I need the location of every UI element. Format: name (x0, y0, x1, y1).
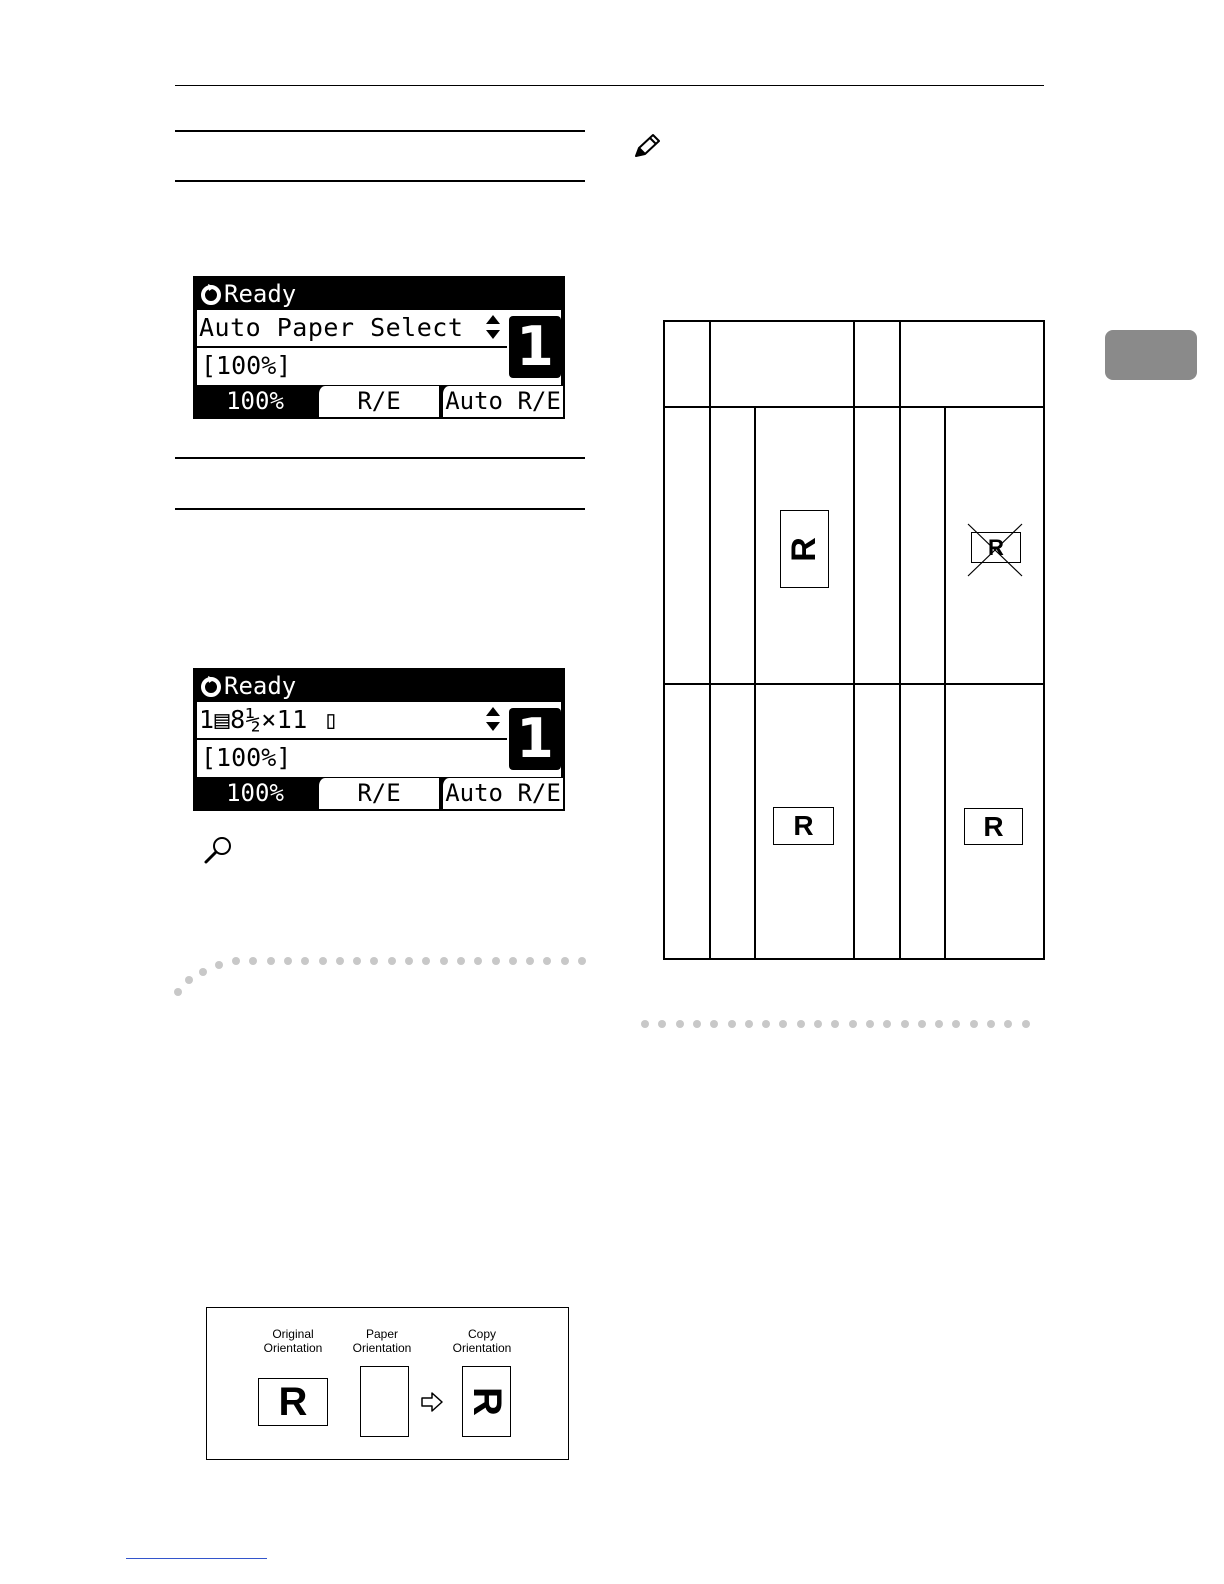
divider-dot (831, 1020, 839, 1028)
r-glyph: R (464, 1387, 509, 1416)
lcd-panel (193, 668, 565, 811)
lcd-tabs (195, 778, 563, 809)
r-glyph: R (785, 536, 823, 562)
divider-dot (710, 1020, 718, 1028)
table-rule (853, 320, 855, 960)
right-arrow-icon (420, 1391, 444, 1413)
divider-dot (918, 1020, 926, 1028)
divider-dot (301, 957, 309, 965)
divider-dot (474, 957, 482, 965)
lcd-panel (193, 276, 565, 419)
section-rule (175, 180, 585, 182)
lcd-status-text: Ready (224, 280, 297, 308)
divider-dot (728, 1020, 736, 1028)
divider-dot (970, 1020, 978, 1028)
r-glyph: R (278, 1379, 308, 1424)
r-glyph: R (793, 810, 814, 841)
cross-icon (966, 522, 1024, 578)
tab-auto-re[interactable]: Auto R/E (441, 386, 563, 417)
divider-dot (814, 1020, 822, 1028)
divider-dot (405, 957, 413, 965)
divider-dot (797, 1020, 805, 1028)
divider-dot (658, 1020, 666, 1028)
divider-dot (543, 957, 551, 965)
divider-dot (370, 957, 378, 965)
caption-paper: Paper Orientation (352, 1327, 412, 1355)
divider-dot (353, 957, 361, 965)
table-rule (899, 320, 901, 960)
copy-count: 1 (509, 316, 561, 378)
pencil-icon (632, 132, 662, 160)
table-border (1043, 320, 1045, 960)
copy-count: 1 (509, 708, 561, 770)
lcd-body (197, 702, 561, 777)
lcd-line1: 1▤8½×11 ▯ (199, 705, 339, 734)
divider-dot (174, 988, 182, 996)
footer-link-underline (126, 1558, 267, 1559)
tab-re[interactable]: R/E (317, 386, 439, 417)
divider-dot (561, 957, 569, 965)
divider-dot (693, 1020, 701, 1028)
table-rule (944, 406, 946, 960)
r-glyph: R (988, 534, 1004, 560)
divider-dot (849, 1020, 857, 1028)
divider-dot (1004, 1020, 1012, 1028)
divider-dot (267, 957, 275, 965)
divider-dot (1022, 1020, 1030, 1028)
divider-dot (422, 957, 430, 965)
divider-dot (232, 957, 240, 965)
divider-dot (457, 957, 465, 965)
divider-dot (526, 957, 534, 965)
lcd-tabs (195, 386, 563, 417)
up-down-arrow-icon (485, 314, 501, 340)
upright-r-box (773, 807, 834, 845)
chapter-tab (1105, 330, 1197, 380)
lcd-body (197, 310, 561, 385)
lcd-status-bar (195, 278, 563, 310)
r-glyph: R (983, 810, 1004, 842)
divider-dot (676, 1020, 684, 1028)
divider-dot (509, 957, 517, 965)
divider-dot (745, 1020, 753, 1028)
divider-dot (215, 961, 223, 969)
orientation-diagram (206, 1307, 569, 1460)
caption-copy: Copy Orientation (452, 1327, 512, 1355)
caption-original: Original Orientation (263, 1327, 323, 1355)
table-rule (709, 320, 711, 960)
ready-icon (200, 675, 222, 697)
header-rule (175, 85, 1044, 86)
tab-100[interactable]: 100% (195, 386, 315, 417)
divider-dot (199, 968, 207, 976)
divider-dot (987, 1020, 995, 1028)
divider-dot (319, 957, 327, 965)
lcd-line2: [100%] (201, 743, 292, 772)
rotated-r-box (780, 510, 829, 588)
paper-box (360, 1366, 409, 1437)
tab-100[interactable]: 100% (195, 778, 315, 809)
divider-dot (901, 1020, 909, 1028)
divider-dot (935, 1020, 943, 1028)
divider-dot (779, 1020, 787, 1028)
divider-dot (440, 957, 448, 965)
lcd-line1: Auto Paper Select (199, 313, 464, 342)
divider-dot (866, 1020, 874, 1028)
up-down-arrow-icon (485, 706, 501, 732)
magnifier-icon (202, 835, 234, 865)
lcd-status-bar (195, 670, 563, 702)
table-border (663, 320, 665, 960)
divider-dot (641, 1020, 649, 1028)
divider-dot (284, 957, 292, 965)
section-rule (175, 508, 585, 510)
divider-dot (883, 1020, 891, 1028)
divider-dot (388, 957, 396, 965)
copy-box (462, 1366, 511, 1437)
divider-dot (336, 957, 344, 965)
divider-dot (578, 957, 586, 965)
divider-dot (185, 976, 193, 984)
original-box (258, 1378, 328, 1426)
tab-re[interactable]: R/E (317, 778, 439, 809)
divider-dot (249, 957, 257, 965)
tab-auto-re[interactable]: Auto R/E (441, 778, 563, 809)
divider-dot (492, 957, 500, 965)
upright-r-box (964, 808, 1023, 845)
divider-dot (952, 1020, 960, 1028)
lcd-status-text: Ready (224, 672, 297, 700)
ready-icon (200, 283, 222, 305)
section-rule (175, 130, 585, 132)
section-rule (175, 457, 585, 459)
table-rule (754, 406, 756, 960)
lcd-line2: [100%] (201, 351, 292, 380)
divider-dot (762, 1020, 770, 1028)
